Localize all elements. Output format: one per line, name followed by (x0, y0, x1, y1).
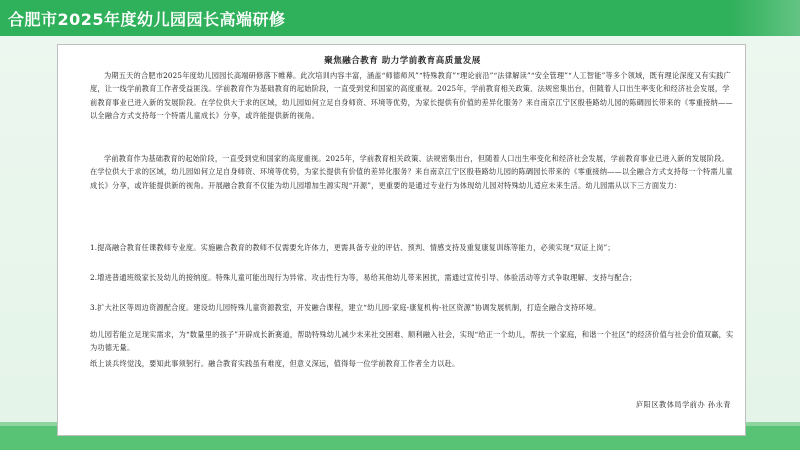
article-list-item: 2.增进普通班级家长及幼儿的接纳度。特殊儿童可能出现行为异常、攻击性行为等，易给其他幼儿带来困扰，需通过宣传引导、体验活动等方式争取理解、支持与配合； (90, 273, 637, 282)
header-bar (0, 0, 800, 36)
article-paragraph: 幼儿园若能立足现实需求，为“数量里的孩子”开辟成长新赛道，帮助特殊幼儿减少未来社交困难、顺利融入社会，实现“给正一个幼儿，帮扶一个家庭，和谐一个社区”的经济价值与社会价值双赢，实为功德无量。 (90, 330, 734, 353)
header-decoration (730, 0, 800, 36)
article-signature: 庐阳区教体局学前办 孙永青 (635, 400, 731, 409)
article-paragraph: 学前教育作为基础教育的起始阶段，一直受到党和国家的高度重视。2025年，学前教育相关政策、法规密集出台，但随着人口出生率变化和经济社会发展，学前教育事业已进入新的发展阶段。在学位供大于求的区域，幼儿园如何立足自身师资、环境等优势，为家长提供有价值的差异化服务？来自南京江宁区殷巷路幼儿园的陈碉园长带来的《零重接纳——以全融合方式支持每一个特需儿童成长》分享，或许能提供新的视角。开展融合教育不仅能为幼儿园增加生源实现“开源”，更重要的是通过专业行为体现幼儿园对特殊幼儿适应未来生活。幼儿园需从以下三方面发力： (90, 154, 733, 190)
article-paragraph: 为期五天的合肥市2025年度幼儿园园长高端研修落下帷幕。此次培训内容丰富，涵盖“师德师风”“特殊教育”“理论前沿”“法律解读”“安全管理”“人工智能”等多个领域，既有理论深度又有实践广度，让一线学前教育工作者受益匪浅。学前教育作为基础教育的起始阶段，一直受到党和国家的高度重视。2025年，学前教育相关政策、法规密集出台，但随着人口出生率变化和经济社会发展，学前教育事业已进入新的发展阶段。在学位供大于求的区域，幼儿园如何立足自身师资、环境等优势，为家长提供有价值的差异化服务？来自南京江宁区殷巷路幼儿园的陈碉园长带来的《零重接纳——以全融合方式支持每一个特需儿童成长》分享，或许能提供新的视角。 (90, 71, 733, 121)
article-paragraph: 纸上谈兵终觉浅，要知此事须躬行。融合教育实践虽有难度，但意义深远，值得每一位学前教育工作者全力以赴。 (90, 359, 460, 368)
article-heading: 聚焦融合教育 助力学前教育高质量发展 (324, 56, 481, 66)
page-title: 合肥市2025年度幼儿园园长高端研修 (8, 10, 286, 29)
article-list-item: 3.扩大社区等周边资源配合度。建设幼儿园特殊儿童资源教室，开发融合课程，建立“幼儿园-家庭-康复机构-社区资源”协调发展机制，打造全融合支持环境。 (90, 303, 601, 312)
article-list-item: 1.提高融合教育任课教师专业度。实施融合教育的教师不仅需要允许体力，更需具备专业的评估、预判、情感支持及重复康复训练等能力，必须实现“双证上岗”； (90, 243, 615, 252)
article-card (57, 44, 746, 436)
